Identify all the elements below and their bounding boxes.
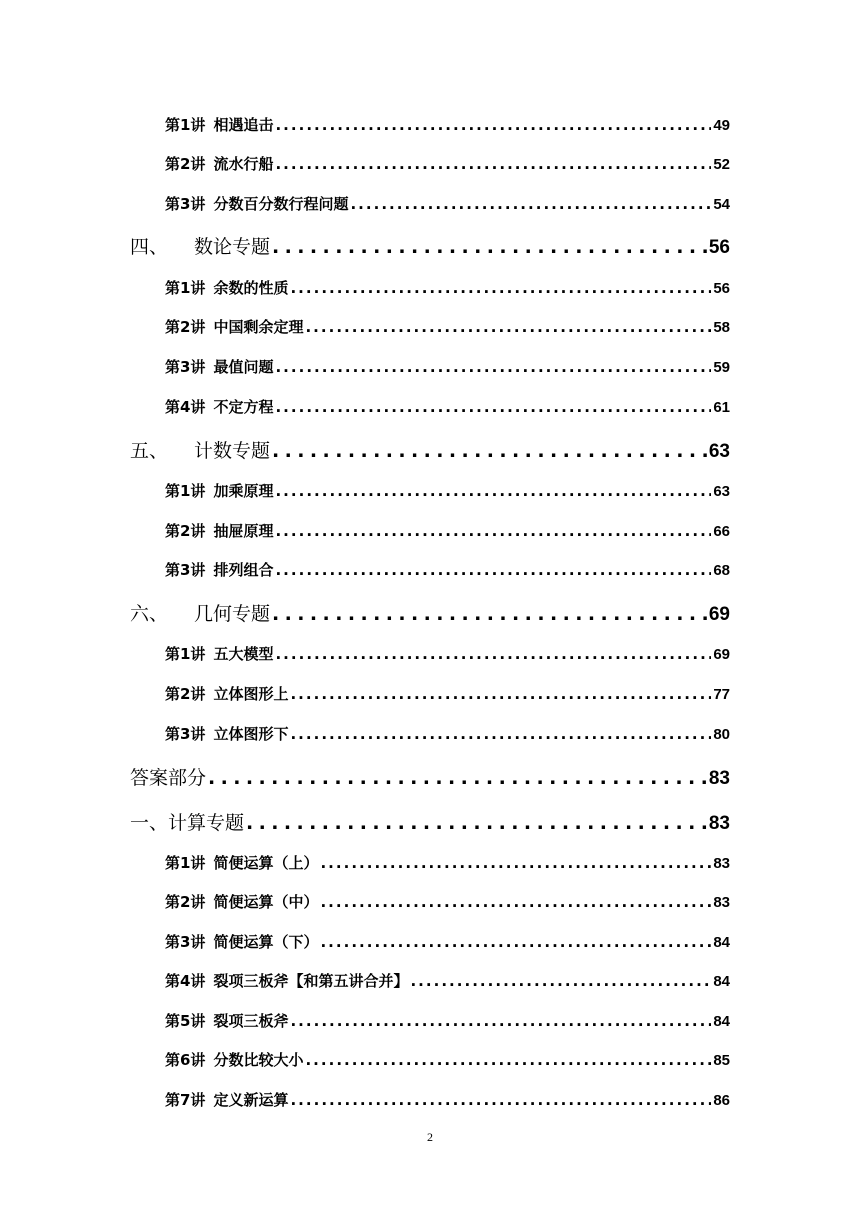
- toc-label: 第3讲 分数百分数行程问题: [165, 195, 349, 213]
- toc-page-number: 58: [713, 319, 730, 336]
- dot-leader: [275, 482, 711, 500]
- toc-chapter-entry[interactable]: [130, 763, 730, 790]
- toc-page-number: 77: [713, 686, 730, 703]
- dot-leader: [350, 195, 711, 213]
- toc-label: 一、计算专题: [130, 812, 245, 834]
- toc-chapter-entry[interactable]: [130, 436, 730, 463]
- toc-entry[interactable]: [165, 1049, 730, 1070]
- toc-entry[interactable]: [165, 970, 730, 991]
- toc-page-number: 69: [713, 646, 730, 663]
- toc-label: 五、 计数专题: [130, 440, 271, 462]
- dot-leader: [246, 812, 707, 834]
- toc-page-number: 83: [708, 813, 730, 834]
- dot-leader: [290, 279, 711, 297]
- dot-leader: [290, 1012, 711, 1030]
- toc-page-number: 54: [713, 196, 730, 213]
- toc-label: 第1讲 余数的性质: [165, 279, 289, 297]
- toc-label: 四、 数论专题: [130, 236, 271, 258]
- toc-page-number: 80: [713, 726, 730, 743]
- dot-leader: [272, 603, 707, 625]
- toc-page-number: 83: [708, 768, 730, 789]
- dot-leader: [305, 1051, 711, 1069]
- dot-leader: [410, 972, 711, 990]
- toc-label: 第4讲 裂项三板斧【和第五讲合并】: [165, 972, 409, 990]
- dot-leader: [290, 1091, 711, 1109]
- dot-leader: [275, 116, 711, 134]
- toc-page-number: 59: [713, 359, 730, 376]
- toc-label: 第7讲 定义新运算: [165, 1091, 289, 1109]
- page-number: 2: [427, 1130, 433, 1144]
- toc-label: 第3讲 立体图形下: [165, 725, 289, 743]
- toc-entry[interactable]: [165, 316, 730, 337]
- toc-chapter-entry[interactable]: [130, 808, 730, 835]
- toc-entry[interactable]: [165, 114, 730, 135]
- dot-leader: [275, 358, 711, 376]
- dot-leader: [320, 893, 711, 911]
- toc-entry[interactable]: [165, 153, 730, 174]
- toc-entry[interactable]: [165, 396, 730, 417]
- toc-label: 第2讲 流水行船: [165, 155, 274, 173]
- toc-label: 第5讲 裂项三板斧: [165, 1012, 289, 1030]
- toc-page-number: 83: [713, 894, 730, 911]
- toc-entry[interactable]: [165, 643, 730, 664]
- toc-page-number: 63: [713, 483, 730, 500]
- toc-page-number: 68: [713, 562, 730, 579]
- toc-entry[interactable]: [165, 1010, 730, 1031]
- toc-label: 第1讲 五大模型: [165, 645, 274, 663]
- toc-label: 第3讲 排列组合: [165, 561, 274, 579]
- dot-leader: [272, 236, 707, 258]
- dot-leader: [208, 767, 707, 789]
- toc-entry[interactable]: [165, 683, 730, 704]
- dot-leader: [290, 725, 711, 743]
- toc-label: 答案部分: [130, 767, 207, 789]
- toc-entry[interactable]: [165, 277, 730, 298]
- toc-entry[interactable]: [165, 891, 730, 912]
- toc-label: 第1讲 简便运算（上）: [165, 854, 319, 872]
- dot-leader: [290, 685, 711, 703]
- dot-leader: [305, 318, 711, 336]
- dot-leader: [275, 561, 711, 579]
- toc-page-number: 56: [708, 237, 730, 258]
- toc-label: 第4讲 不定方程: [165, 398, 274, 416]
- toc-entry[interactable]: [165, 193, 730, 214]
- dot-leader: [275, 522, 711, 540]
- toc-label: 第3讲 简便运算（下）: [165, 933, 319, 951]
- toc-entry[interactable]: [165, 852, 730, 873]
- toc-label: 第2讲 立体图形上: [165, 685, 289, 703]
- toc-entry[interactable]: [165, 480, 730, 501]
- toc-chapter-entry[interactable]: [130, 232, 730, 259]
- toc-page-number: 84: [713, 1013, 730, 1030]
- toc-entry[interactable]: [165, 723, 730, 744]
- toc-page-number: 84: [713, 973, 730, 990]
- toc-label: 第1讲 相遇追击: [165, 116, 274, 134]
- toc-page-number: 49: [713, 117, 730, 134]
- toc-label: 六、 几何专题: [130, 603, 271, 625]
- dot-leader: [275, 645, 711, 663]
- toc-label: 第2讲 中国剩余定理: [165, 318, 304, 336]
- dot-leader: [272, 440, 707, 462]
- toc-entry[interactable]: [165, 356, 730, 377]
- toc-page-number: 52: [713, 156, 730, 173]
- toc-chapter-entry[interactable]: [130, 599, 730, 626]
- toc-entry[interactable]: [165, 1089, 730, 1110]
- toc-entry[interactable]: [165, 559, 730, 580]
- dot-leader: [275, 155, 711, 173]
- toc-page-number: 86: [713, 1092, 730, 1109]
- toc-page-number: 56: [713, 280, 730, 297]
- toc-label: 第2讲 抽屉原理: [165, 522, 274, 540]
- toc-entry[interactable]: [165, 520, 730, 541]
- toc-page-number: 63: [708, 441, 730, 462]
- toc-page-number: 61: [713, 399, 730, 416]
- dot-leader: [320, 933, 711, 951]
- toc-page-number: 83: [713, 855, 730, 872]
- toc-page-number: 84: [713, 934, 730, 951]
- toc-page-number: 69: [708, 604, 730, 625]
- toc-label: 第3讲 最值问题: [165, 358, 274, 376]
- dot-leader: [320, 854, 711, 872]
- toc-page-number: 85: [713, 1052, 730, 1069]
- dot-leader: [275, 398, 711, 416]
- toc-page-number: 66: [713, 523, 730, 540]
- toc-entry[interactable]: [165, 931, 730, 952]
- toc-label: 第6讲 分数比较大小: [165, 1051, 304, 1069]
- toc-label: 第1讲 加乘原理: [165, 482, 274, 500]
- toc-label: 第2讲 简便运算（中）: [165, 893, 319, 911]
